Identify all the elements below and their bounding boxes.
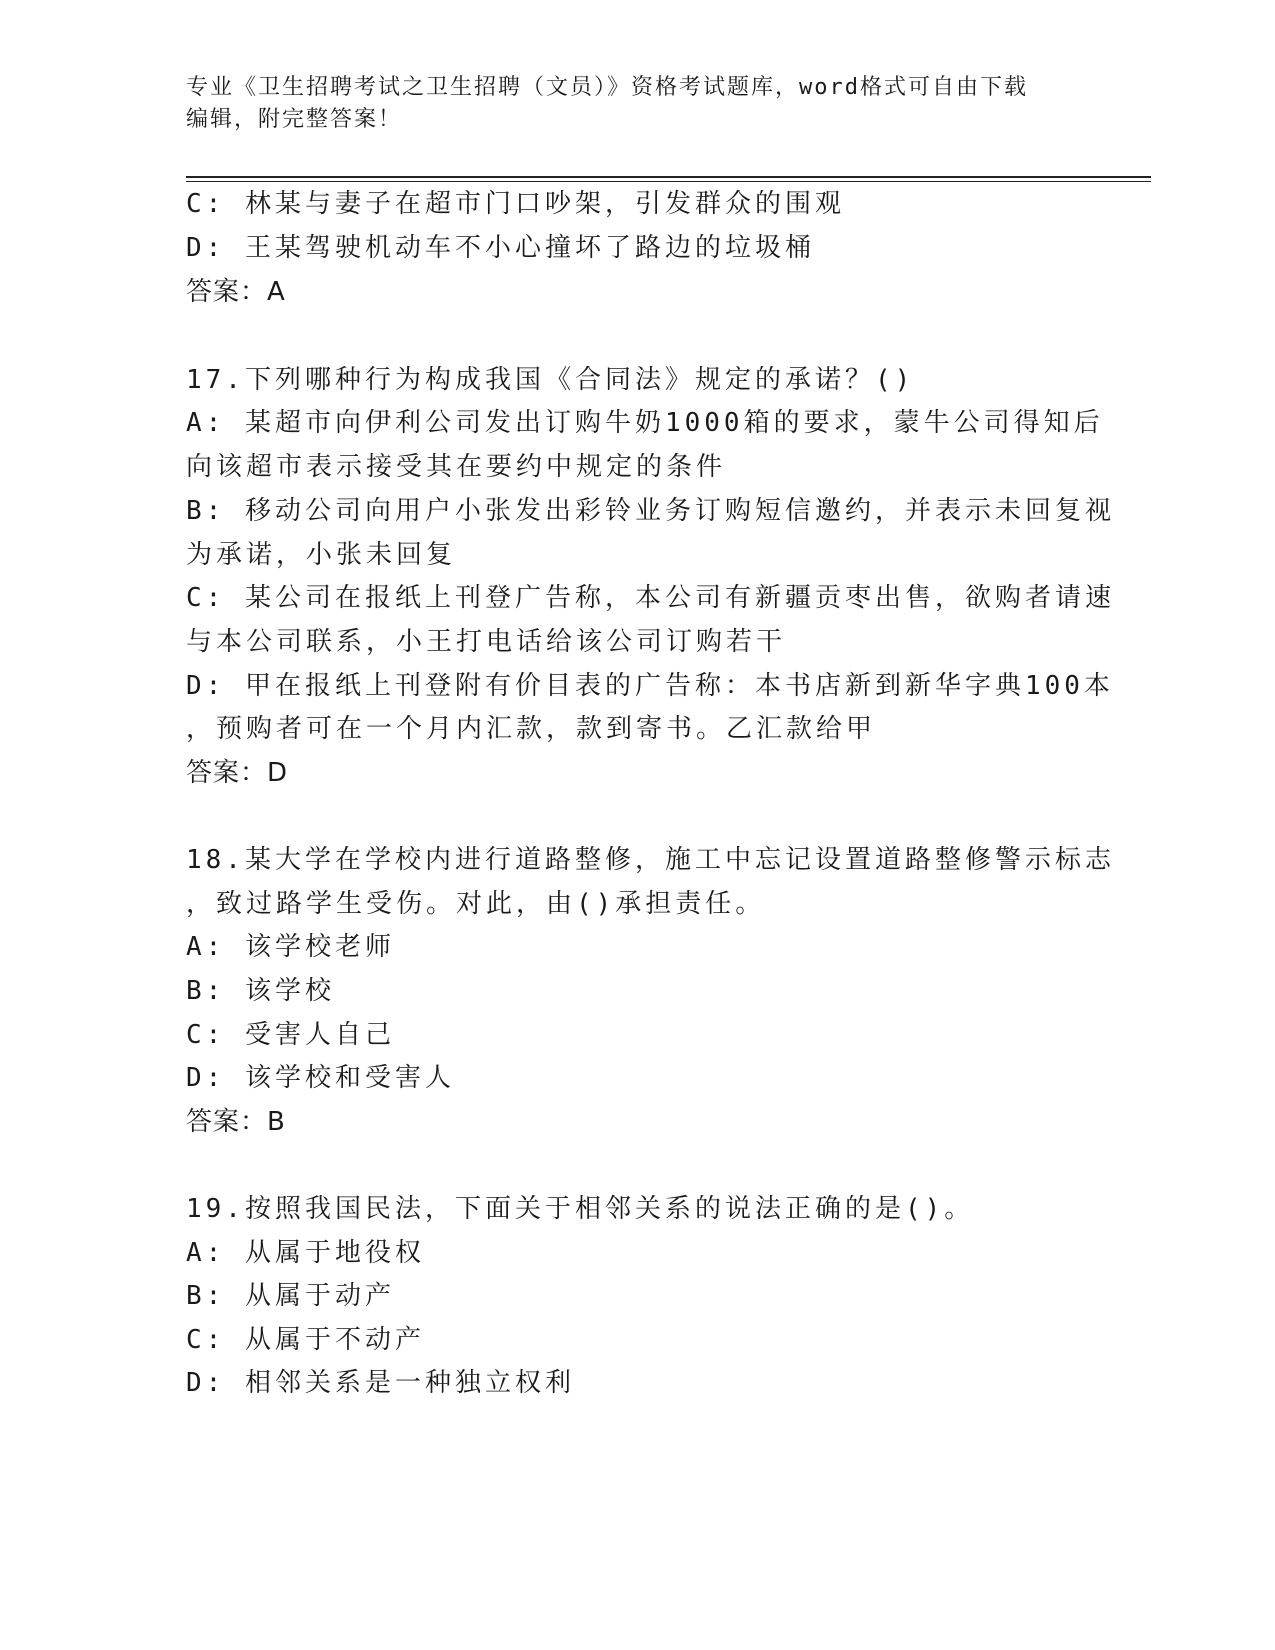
q17-option-c-line1: C: 某公司在报纸上刊登广告称，本公司有新疆贡枣出售，欲购者请速: [186, 583, 1115, 613]
q19-option-b: B: 从属于动产: [186, 1281, 395, 1311]
q18-option-a: A: 该学校老师: [186, 932, 395, 962]
q17-option-d-line2: ，预购者可在一个月内汇款，款到寄书。乙汇款给甲: [186, 714, 877, 744]
q16-answer: 答案：A: [186, 277, 286, 307]
q18-answer: 答案：B: [186, 1107, 286, 1137]
q17-option-b-line2: 为承诺，小张未回复: [186, 540, 457, 570]
q18-question-line2: ，致过路学生受伤。对此，由()承担责任。: [186, 889, 766, 919]
q19-question: 19.按照我国民法，下面关于相邻关系的说法正确的是()。: [186, 1194, 975, 1224]
q17-answer: 答案：D: [186, 758, 289, 788]
q16-option-d: D: 王某驾驶机动车不小心撞坏了路边的垃圾桶: [186, 233, 815, 263]
q18-option-d: D: 该学校和受害人: [186, 1063, 455, 1093]
q17-option-a-line2: 向该超市表示接受其在要约中规定的条件: [186, 452, 727, 482]
header-line-2: 编辑，附完整答案！: [186, 107, 403, 132]
q19-option-d: D: 相邻关系是一种独立权利: [186, 1368, 575, 1398]
document-header: [186, 72, 1086, 136]
q17-option-c-line2: 与本公司联系，小王打电话给该公司订购若干: [186, 627, 787, 657]
q16-option-c: C: 林某与妻子在超市门口吵架，引发群众的围观: [186, 189, 845, 219]
q18-question-line1: 18.某大学在学校内进行道路整修，施工中忘记设置道路整修警示标志: [186, 845, 1115, 875]
q18-option-c: C: 受害人自己: [186, 1020, 395, 1050]
q19-option-a: A: 从属于地役权: [186, 1238, 425, 1268]
q17-option-a-line1: A: 某超市向伊利公司发出订购牛奶1000箱的要求，蒙牛公司得知后: [186, 408, 1104, 438]
q17-option-d-line1: D: 甲在报纸上刊登附有价目表的广告称：本书店新到新华字典100本: [186, 671, 1114, 701]
q17-question: 17.下列哪种行为构成我国《合同法》规定的承诺？(): [186, 365, 915, 395]
q19-option-c: C: 从属于不动产: [186, 1325, 425, 1355]
header-line-1: 专业《卫生招聘考试之卫生招聘（文员）》资格考试题库，word格式可自由下载: [186, 75, 1028, 100]
header-rule-thick: [186, 176, 1151, 178]
q18-option-b: B: 该学校: [186, 976, 335, 1006]
header-rule-thin: [186, 181, 1151, 182]
q17-option-b-line1: B: 移动公司向用户小张发出彩铃业务订购短信邀约，并表示未回复视: [186, 496, 1115, 526]
